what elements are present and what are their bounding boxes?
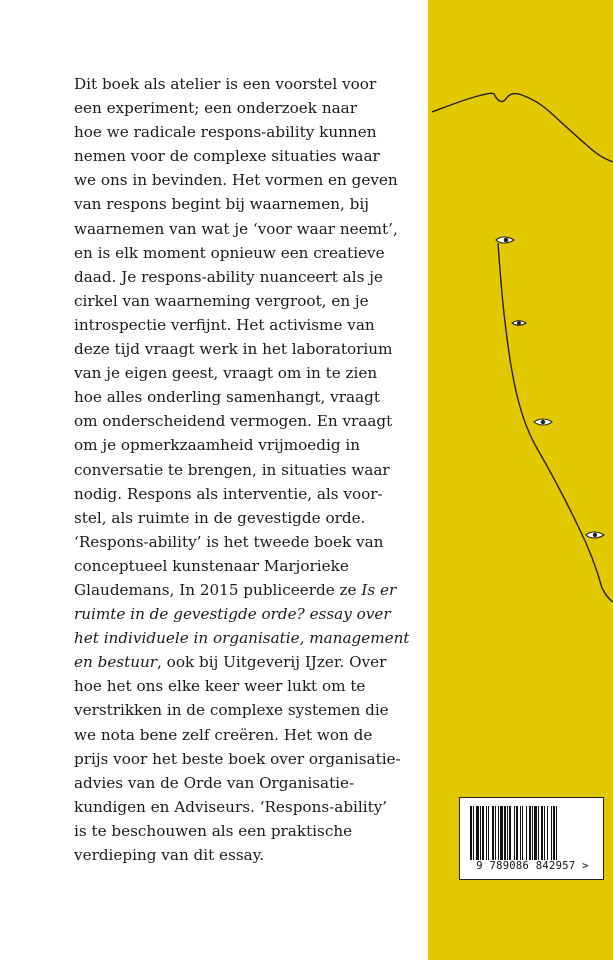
eye-icon [496, 237, 514, 243]
paragraph-author [74, 530, 424, 867]
text-line: we ons in bevinden. Het vormen en geven [74, 171, 398, 190]
text-line: ‘Respons-ability’ is het tweede boek van [74, 532, 384, 551]
barcode-bar [526, 806, 527, 860]
barcode-bar [473, 806, 474, 860]
text-line: hoe het ons elke keer weer lukt om te [74, 677, 366, 696]
text-line: verdieping van dit essay. [74, 846, 265, 864]
barcode-bar [538, 806, 539, 860]
eye-icon [534, 419, 552, 425]
text-line: een experiment; een onderzoek naar [74, 99, 357, 118]
text-line: deze tijd vraagt werk in het laboratorium [74, 340, 393, 359]
text-line: en is elk moment opnieuw een creatieve [74, 243, 385, 262]
eye-icon [586, 532, 604, 538]
barcode-bar [500, 806, 503, 860]
text-line: nodig. Respons als interventie, als voor- [74, 484, 383, 503]
text-line: Dit boek als atelier is een voorstel voor [74, 75, 377, 93]
text-line: van je eigen geest, vraagt om in te zien [74, 364, 378, 383]
barcode-bar [520, 806, 521, 860]
figure-line [498, 243, 613, 602]
barcode-bar [498, 806, 499, 860]
book-title-italic: ruimte in de gevestigde orde? essay over [74, 605, 391, 624]
barcode-bar [547, 806, 548, 860]
text-line: verstrikken in de complexe systemen die [74, 701, 389, 720]
text-line: conceptueel kunstenaar Marjorieke [74, 556, 349, 575]
text-line: daad. Je respons-ability nuanceert als je [74, 267, 383, 286]
barcode-bar [492, 806, 494, 860]
isbn-barcode [459, 797, 604, 880]
barcode-bar [504, 806, 506, 860]
text-line: is te beschouwen als een praktische [74, 821, 353, 840]
book-title-italic: Is er [361, 580, 397, 599]
text-line: introspectie verfijnt. Het activisme van [74, 315, 375, 334]
barcode-bar [516, 806, 518, 860]
text-line: nemen voor de complexe situaties waar [74, 147, 380, 166]
barcode-bars [470, 806, 595, 860]
isbn-number: 9 789086 842957 > [476, 860, 589, 872]
barcode-bar [509, 806, 511, 860]
text-line: we nota bene zelf creëren. Het won de [74, 725, 373, 744]
barcode-bar [507, 806, 508, 860]
text-line [74, 578, 424, 602]
blurb [74, 72, 424, 867]
eye-icon [512, 321, 526, 326]
text-run: Glaudemans, In 2015 publiceerde ze [74, 580, 362, 599]
barcode-bar [556, 806, 557, 860]
text-line: om onderscheidend vermogen. En vraagt [74, 412, 393, 431]
text-run: , ook bij Uitgeverij IJzer. Over [157, 653, 387, 672]
text-line: stel, als ruimte in de gevestigde orde. [74, 508, 366, 527]
text-line: waarnemen van wat je ‘voor waar neemt’, [74, 219, 398, 238]
barcode-bar [544, 806, 545, 860]
barcode-bar [488, 806, 489, 860]
text-line: hoe we radicale respons-ability kunnen [74, 123, 377, 142]
book-title-italic: en bestuur [74, 653, 158, 672]
paragraph-intro [74, 72, 424, 530]
barcode-bar [476, 806, 479, 860]
barcode-bar [553, 806, 555, 860]
mountain-outline [432, 93, 613, 162]
barcode-bar [486, 806, 487, 860]
book-title-italic: het individuele in organisatie, management [74, 629, 410, 648]
barcode-bar [495, 806, 496, 860]
barcode-bar [470, 806, 472, 860]
barcode-bar [482, 806, 484, 860]
text-line: om je opmerkzaamheid vrijmoedig in [74, 436, 361, 455]
text-line: advies van de Orde van Organisatie- [74, 773, 355, 792]
text-line: prijs voor het beste boek over organisatie- [74, 749, 401, 768]
text-line: hoe alles onderling samenhangt, vraagt [74, 388, 380, 407]
text-line [74, 650, 424, 674]
barcode-bar [529, 806, 531, 860]
barcode-bar [541, 806, 543, 860]
text-line: cirkel van waarneming vergroot, en je [74, 291, 369, 310]
barcode-bar [522, 806, 523, 860]
barcode-bar [514, 806, 515, 860]
barcode-bar [551, 806, 552, 860]
text-line: van respons begint bij waarnemen, bij [74, 195, 369, 214]
text-line: conversatie te brengen, in situaties waar [74, 460, 390, 479]
text-line: kundigen en Adviseurs. ‘Respons-ability’ [74, 797, 388, 816]
barcode-bar [480, 806, 481, 860]
barcode-bar [534, 806, 537, 860]
barcode-bar [532, 806, 533, 860]
